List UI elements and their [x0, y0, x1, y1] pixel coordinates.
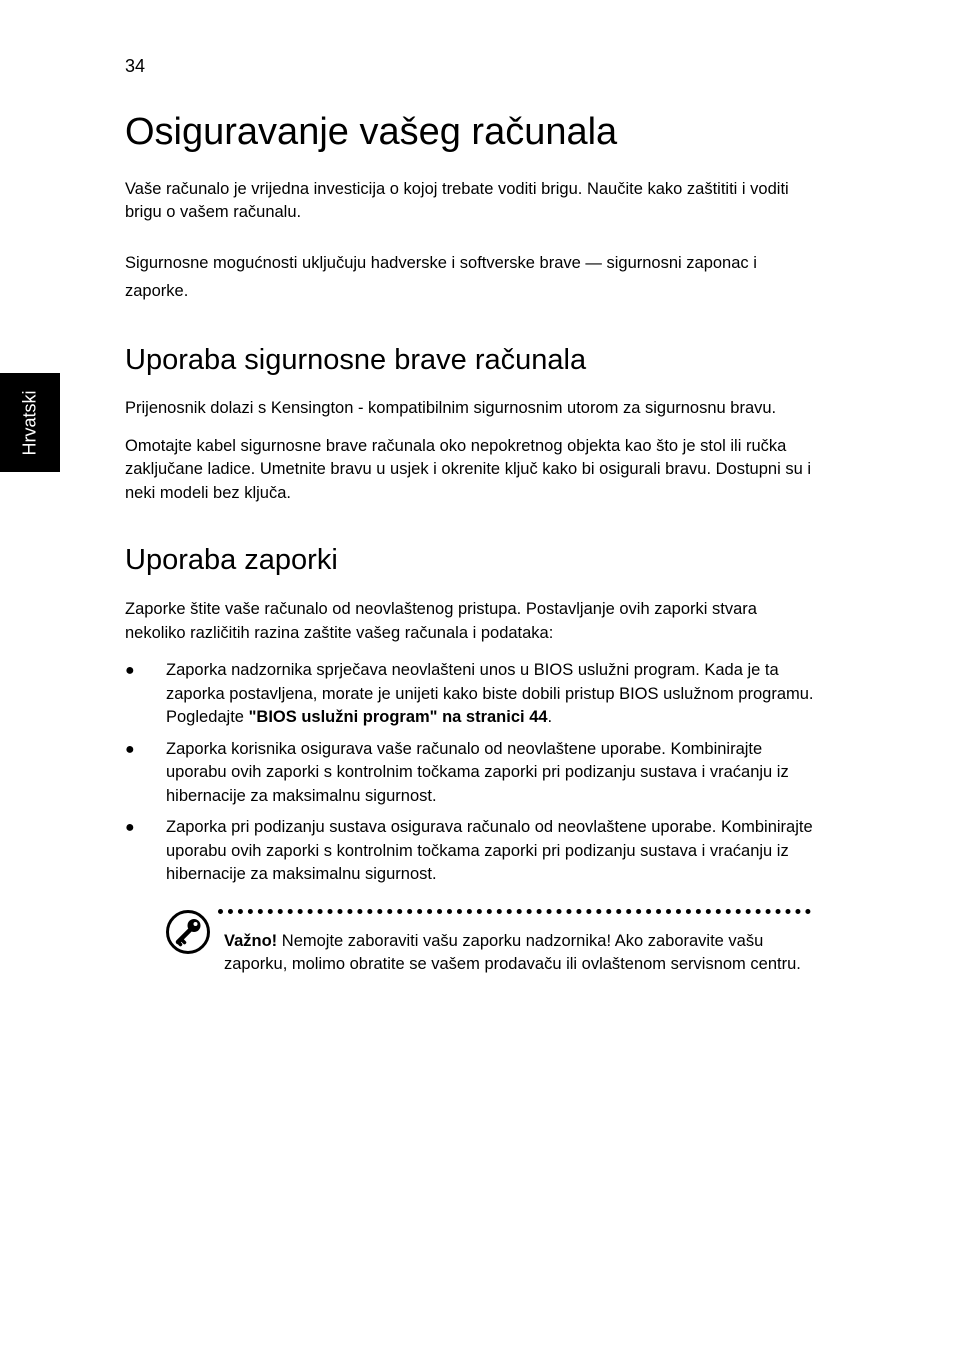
- page-title: Osiguravanje vašeg računala: [125, 111, 618, 153]
- lock-paragraph-2: Omotajte kabel sigurnosne brave računala oko nepokretnog objekta kao što je stol ili ručka zaključane ladice. Umetnite bravu u usjek i okrenite ključ kako bi osigurali bravu. Dostupni su i neki modeli bez ključa.: [125, 436, 812, 502]
- bullet-icon: ●: [125, 662, 135, 680]
- note-label: Važno!: [224, 931, 278, 950]
- bullet-icon: ●: [125, 819, 135, 837]
- list-item-text: Zaporka nadzornika sprječava neovlašteni unos u BIOS uslužni program. Kada je ta zaporka postavljena, morate je unijeti kako biste dobili pristup BIOS uslužnom programu. Pogledajte: [166, 661, 814, 727]
- bullet-icon: ●: [125, 740, 135, 758]
- note-text: [224, 930, 815, 977]
- passwords-intro: Zaporke štite vaše računalo od neovlaštenog pristupa. Postavljanje ovih zaporki stvara nekoliko različitih razina zaštite vašeg računala i podataka:: [125, 600, 757, 642]
- list-item-text: Zaporka korisnika osigurava vaše računalo od neovlaštene uporabe. Kombinirajte uporabu ovih zaporki s kontrolnim točkama zaporki pri podizanju sustava i vraćanju iz hibernacije za maksimalnu sigurnost.: [166, 739, 789, 805]
- list-item: [125, 659, 815, 730]
- intro-paragraph-1: Vaše računalo je vrijedna investicija o kojoj trebate voditi brigu. Naučite kako zaštititi i voditi brigu o vašem računalu.: [125, 179, 789, 222]
- note-divider: [218, 909, 811, 914]
- language-side-tab: [0, 373, 60, 472]
- list-item-tail: .: [547, 708, 553, 727]
- password-list: [125, 659, 815, 887]
- section-heading-lock: Uporaba sigurnosne brave računala: [125, 343, 587, 376]
- list-item-text: Zaporka pri podizanju sustava osigurava računalo od neovlaštene uporabe. Kombinirajte uporabu ovih zaporki s kontrolnim točkama zaporki pri podizanju sustava i vraćanju iz hibernacije za maksimalnu sigurnost.: [166, 818, 813, 884]
- important-note: [165, 909, 815, 977]
- intro-paragraph-2: Sigurnosne mogućnosti uključuju hadverske i softverske brave — sigurnosni zaponac i zaporke.: [125, 253, 757, 300]
- section-heading-passwords: Uporaba zaporki: [125, 544, 338, 577]
- page-number: 34: [125, 56, 146, 76]
- bios-reference: "BIOS uslužni program" na stranici 44: [248, 708, 548, 727]
- list-item: [125, 816, 815, 887]
- language-side-tab-label: Hrvatski: [19, 389, 40, 456]
- page-content: [125, 110, 815, 977]
- list-item: [125, 738, 815, 809]
- key-icon: [165, 909, 211, 955]
- note-body: Nemojte zaboraviti vašu zaporku nadzornika! Ako zaboravite vašu zaporku, molimo obratite se vašem prodavaču ili ovlaštenom servisnom centru.: [224, 931, 801, 974]
- lock-paragraph-1: Prijenosnik dolazi s Kensington - kompatibilnim sigurnosnim utorom za sigurnosnu bravu.: [125, 399, 777, 418]
